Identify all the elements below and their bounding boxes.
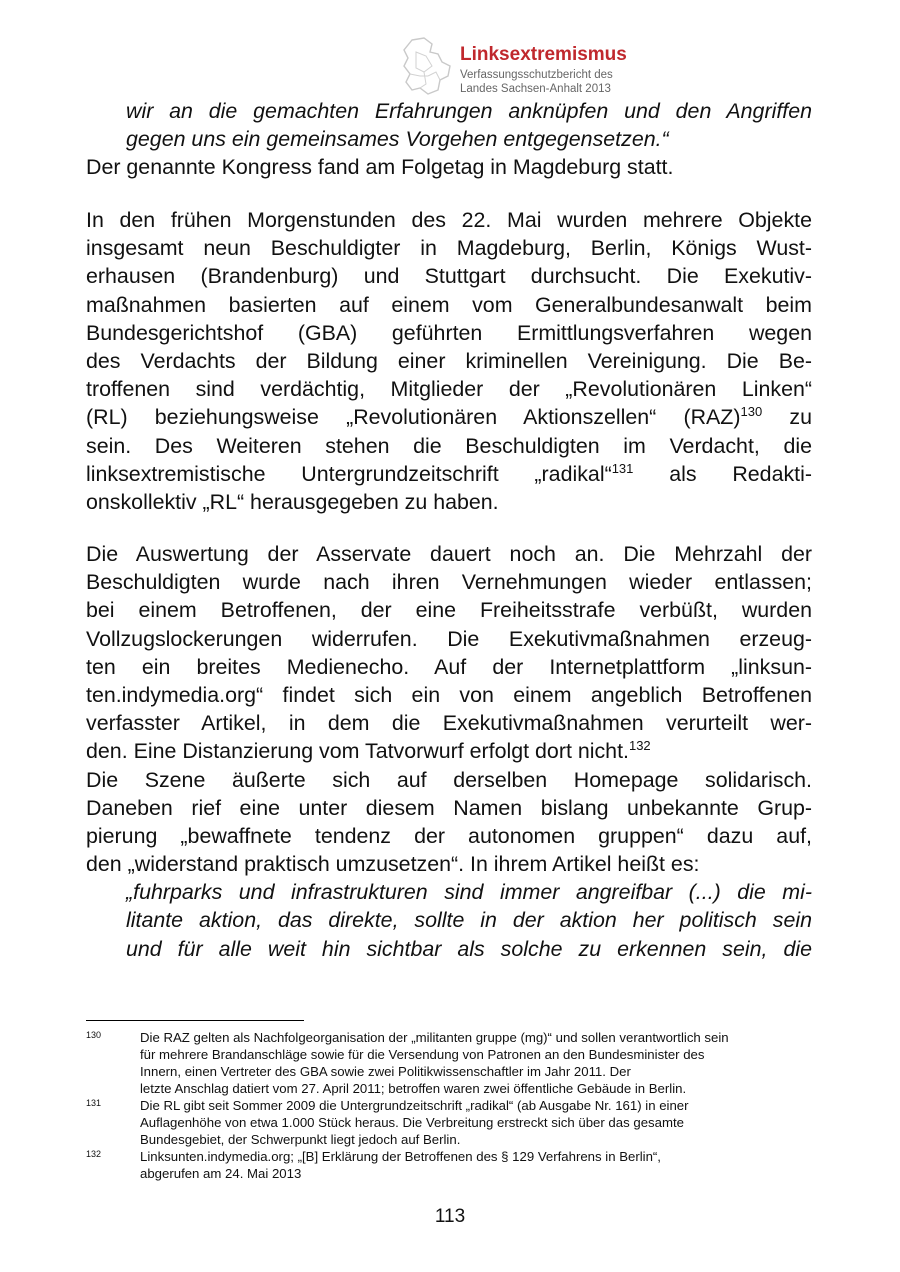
body-line bbox=[86, 737, 812, 765]
quote-line: gegen uns ein gemeinsames Vorgehen entgegensetzen.“ bbox=[126, 127, 669, 152]
footnote-number: 132 bbox=[86, 1149, 102, 1159]
body-line: sein. Des Weiteren stehen die Beschuldigten im Verdacht, die bbox=[86, 433, 812, 458]
footnote-text bbox=[140, 1148, 816, 1182]
footnote-ref-131[interactable]: 131 bbox=[611, 460, 634, 476]
header-subtitle-line1: Verfassungsschutzbericht des bbox=[460, 69, 613, 81]
footnote-line: Die RAZ gelten als Nachfolgeorganisation der „militanten gruppe (mg)“ und sollen verantwortlich sein bbox=[140, 1030, 729, 1045]
body-line: Der genannte Kongress fand am Folgetag in Magdeburg statt. bbox=[86, 155, 674, 180]
body-line bbox=[86, 403, 812, 431]
body-line: insgesamt neun Beschuldigter in Magdeburg, Berlin, Königs Wust- bbox=[86, 236, 812, 261]
body-line: maßnahmen basierten auf einem vom Generalbundesanwalt beim bbox=[86, 292, 812, 317]
body-line: erhausen (Brandenburg) und Stuttgart durchsucht. Die Exekutiv- bbox=[86, 264, 812, 289]
body-line: troffenen sind verdächtig, Mitglieder der „Revolutionären Linken“ bbox=[86, 377, 812, 402]
body-line: onskollektiv „RL“ herausgegeben zu haben. bbox=[86, 489, 499, 514]
header-subtitle-line2: Landes Sachsen-Anhalt 2013 bbox=[460, 83, 611, 95]
body-line: bei einem Betroffenen, der eine Freiheitsstrafe verbüßt, wurden bbox=[86, 598, 812, 623]
footnote-line: für mehrere Brandanschläge sowie für die Versendung von Patronen an den Bundesminister des bbox=[140, 1047, 705, 1062]
footnote-line: Innern, einen Vertreter des GBA sowie zwei Politikwissenschaftler im Jahr 2011. Der bbox=[140, 1064, 631, 1079]
body-text: als Redakti- bbox=[633, 461, 812, 486]
body-text: linksextremistische Untergrundzeitschrift „radikal“ bbox=[86, 461, 612, 486]
body-text: (RL) beziehungsweise „Revolutionären Aktionszellen“ (RAZ) bbox=[86, 405, 741, 430]
footnote-number: 131 bbox=[86, 1098, 102, 1108]
body-line: Die Auswertung der Asservate dauert noch an. Die Mehrzahl der bbox=[86, 542, 812, 566]
body-text: den. Eine Distanzierung vom Tatvorwurf erfolgt dort nicht. bbox=[86, 739, 629, 764]
body-text: zu bbox=[762, 405, 812, 430]
body-line: verfasster Artikel, in dem die Exekutivmaßnahmen verurteilt wer- bbox=[86, 711, 812, 736]
footnote-line: Die RL gibt seit Sommer 2009 die Untergrundzeitschrift „radikal“ (ab Ausgabe Nr. 161) in einer bbox=[140, 1098, 689, 1113]
quote-line: litante aktion, das direkte, sollte in der aktion her politisch sein bbox=[126, 908, 812, 933]
footnote-number: 130 bbox=[86, 1030, 102, 1040]
footnote-line: Auflagenhöhe von etwa 1.000 Stück heraus. Die Verbreitung erstreckt sich über das gesamte bbox=[140, 1115, 684, 1130]
footnote-separator bbox=[86, 1020, 304, 1021]
footnote-line: Linksunten.indymedia.org; „[B] Erklärung der Betroffenen des § 129 Verfahrens in Berlin“, bbox=[140, 1149, 661, 1164]
footnote-text bbox=[140, 1029, 816, 1097]
paragraph-searches bbox=[86, 206, 812, 516]
page-header bbox=[398, 36, 728, 98]
body-line: Bundesgerichtshof (GBA) geführten Ermittlungsverfahren wegen bbox=[86, 320, 812, 345]
quote-continuation bbox=[86, 97, 812, 182]
body-line: des Verdachts der Bildung einer kriminellen Vereinigung. Die Be- bbox=[86, 348, 812, 373]
body-line: Daneben rief eine unter diesem Namen bislang unbekannte Grup- bbox=[86, 795, 812, 820]
quote-line: und für alle weit hin sichtbar als solche zu erkennen sein, die bbox=[126, 936, 812, 961]
footnote-line: letzte Anschlag datiert vom 27. April 2011; betroffen waren zwei öffentliche Gebäude in Berlin. bbox=[140, 1081, 687, 1096]
footnote-ref-132[interactable]: 132 bbox=[628, 738, 651, 754]
footnote-ref-130[interactable]: 130 bbox=[740, 404, 763, 420]
body-line: pierung „bewaffnete tendenz der autonomen gruppen“ dazu auf, bbox=[86, 823, 812, 848]
body-line bbox=[86, 460, 812, 488]
header-title: Linksextremismus bbox=[460, 44, 627, 65]
quote-line: wir an die gemachten Erfahrungen anknüpfen und den Angriffen bbox=[126, 99, 812, 123]
body-line: ten ein breites Medienecho. Auf der Internetplattform „linksun- bbox=[86, 654, 812, 679]
body-line: Beschuldigten wurde nach ihren Vernehmungen wieder entlassen; bbox=[86, 570, 812, 595]
body-line: den „widerstand praktisch umzusetzen“. In ihrem Artikel heißt es: bbox=[86, 852, 700, 877]
state-map-logo-icon bbox=[398, 36, 456, 98]
footnote-text bbox=[140, 1097, 816, 1148]
body-line: In den frühen Morgenstunden des 22. Mai wurden mehrere Objekte bbox=[86, 208, 812, 232]
page-number: 113 bbox=[434, 1206, 466, 1227]
footnote-line: abgerufen am 24. Mai 2013 bbox=[140, 1166, 302, 1181]
body-line: ten.indymedia.org“ findet sich ein von einem angeblich Betroffenen bbox=[86, 682, 812, 707]
body-line: Die Szene äußerte sich auf derselben Homepage solidarisch. bbox=[86, 767, 812, 792]
body-line: Vollzugslockerungen widerrufen. Die Exekutivmaßnahmen erzeug- bbox=[86, 626, 812, 651]
footnote-line: Bundesgebiet, der Schwerpunkt liegt jedoch auf Berlin. bbox=[140, 1132, 461, 1147]
quote-line: „fuhrparks und infrastrukturen sind immer angreifbar (...) die mi- bbox=[126, 880, 812, 905]
paragraph-evaluation bbox=[86, 540, 812, 963]
